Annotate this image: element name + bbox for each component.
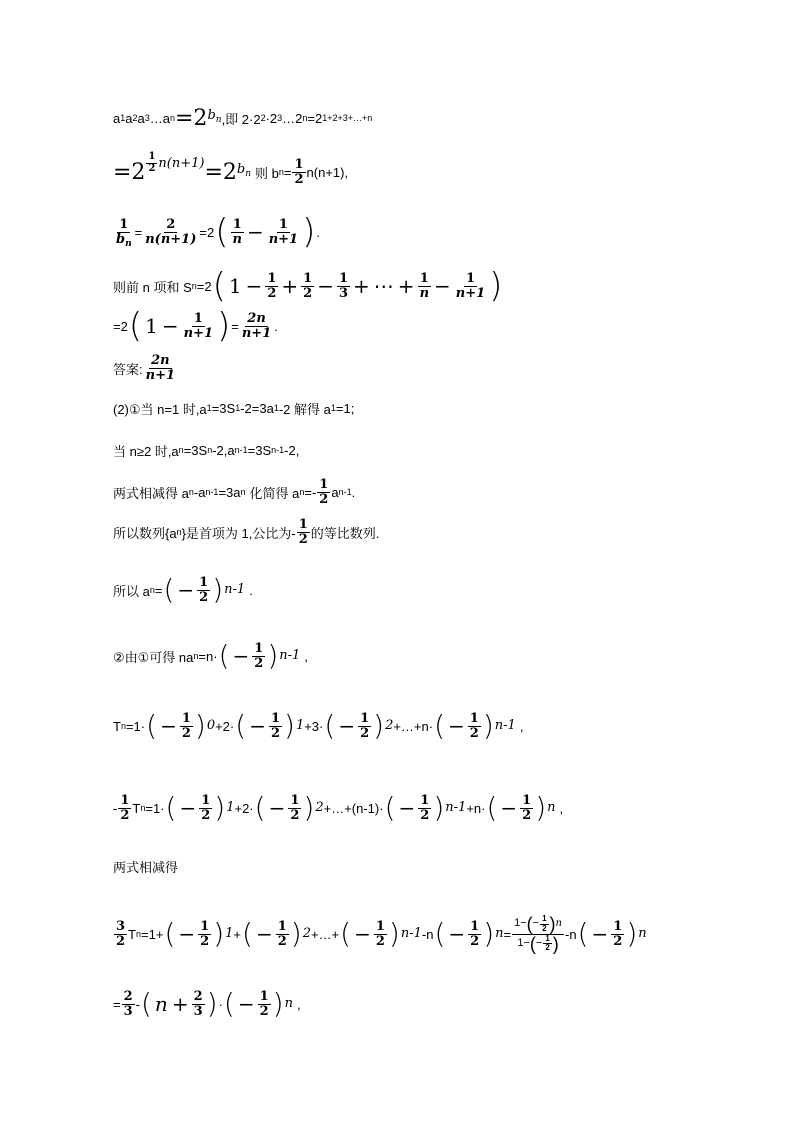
op: − [237, 992, 255, 1016]
text: =2 [199, 224, 215, 240]
line-12: ②由①可得 na n =n· ( − $\frac{1}{2}$ ) n-1 , [113, 639, 308, 672]
num: 1 [522, 792, 532, 808]
text: = [283, 164, 292, 180]
answer-label: 答案: [113, 361, 143, 377]
den: 2 [294, 171, 304, 187]
num: 1 [232, 216, 242, 232]
den [515, 935, 560, 954]
den: n+1 [241, 325, 272, 341]
num: 1 [120, 792, 130, 808]
text: +2· [215, 718, 235, 734]
num: 1 [200, 918, 210, 934]
op: − [317, 274, 334, 298]
den: 2 [200, 933, 210, 949]
paren: ) [388, 917, 400, 950]
den: 2 [290, 807, 300, 823]
num: 2 [193, 988, 203, 1004]
den [114, 233, 134, 247]
text: 两式相减得 a [113, 485, 189, 501]
num: 1 [277, 918, 287, 934]
text: +n· [466, 800, 486, 816]
fraction [454, 272, 487, 300]
line-6-answer [113, 348, 178, 388]
text: - [135, 996, 140, 1012]
fraction [252, 642, 265, 670]
paren: ( [215, 212, 229, 252]
paren: ) [290, 917, 302, 950]
den: 2 [277, 933, 287, 949]
fraction [317, 478, 330, 506]
paren: ) [272, 987, 284, 1020]
num: 1 [267, 270, 277, 286]
num: 1 [199, 574, 209, 590]
text: a [125, 110, 133, 126]
paren: ( [128, 306, 143, 346]
line-15 [113, 846, 178, 886]
den: 2 [545, 943, 550, 953]
op: − [268, 796, 286, 820]
text: b [116, 231, 126, 247]
op: − [500, 796, 518, 820]
math: =2 [204, 159, 237, 185]
line-13: T n =1· ( − $\frac{1}{2}$ ) 0 +2· ( − $\frac{1}{2}$ ) 1 +3· ( − $\frac{1}{2}$ ) 2 +…+n· ( − $\frac{1}{2}$ ) n-1 , [113, 709, 524, 742]
text: = [231, 318, 239, 334]
line-5 [113, 306, 278, 346]
text: =1· [145, 800, 165, 816]
math: =2 [113, 159, 146, 185]
fraction [143, 218, 198, 246]
num: 1 [270, 710, 280, 726]
num: 1 [419, 270, 429, 286]
line-8: 当 n≥2 时,a n =3S n -2,a n-1 =3S n-1 -2, [113, 442, 300, 459]
paren: ( [212, 266, 226, 306]
text: . [351, 484, 356, 500]
den: 2 [259, 1003, 269, 1019]
text: , [559, 800, 564, 816]
num: 2n [151, 352, 170, 368]
text: b [236, 162, 246, 177]
text: T [132, 800, 141, 816]
fraction [240, 312, 273, 340]
paren: ( [529, 933, 536, 954]
paren: ) [214, 791, 226, 824]
num: 1 [469, 710, 479, 726]
paren: ) [267, 639, 279, 672]
text: = [134, 224, 143, 240]
text: - [113, 800, 118, 816]
text: 则 b [255, 165, 279, 181]
den: 2 [148, 162, 156, 174]
fraction [269, 712, 282, 740]
num: 1 [465, 270, 475, 286]
text: , [304, 648, 308, 664]
num: 1 [338, 270, 349, 286]
text: , [296, 996, 301, 1012]
fraction [197, 576, 210, 604]
num: 1 [375, 918, 385, 934]
text: . [249, 582, 253, 598]
paren: ) [482, 709, 494, 742]
paren: ) [433, 791, 445, 824]
answer-fraction [144, 354, 177, 382]
num: 1 [148, 151, 156, 162]
paren: ) [303, 791, 315, 824]
op: − [160, 714, 177, 738]
text: -2,a [212, 442, 235, 458]
paren: ( [324, 709, 336, 742]
text: 1− [514, 917, 527, 930]
fraction [292, 158, 305, 186]
text: =2 [113, 318, 128, 334]
den: 2 [181, 725, 191, 741]
op: − [161, 314, 179, 338]
line-16: $\frac{3}{2}$ T n =1+ ( − $\frac{1}{2}$ ) 1 + ( − $\frac{1}{2}$ ) 2 +…+ ( − $\frac{1}{2}$ ) n-1 -n ( − $\frac{1}{2}$ ) n = 1− ( − $\frac{1}{2}$ ) n 1− ( − $\frac{1}{2}$ ) -n ( − $\frac{1}{2}$ ) n [116, 913, 647, 954]
text: -2=3a [240, 400, 274, 416]
op: − [177, 578, 195, 602]
paren: ( [146, 709, 158, 742]
text: a [137, 110, 145, 126]
exp-fraction [146, 152, 157, 174]
line-17: = $\frac{2}{3}$ - ( n + $\frac{2}{3}$ ) · ( − $\frac{1}{2}$ ) n , [113, 987, 301, 1020]
den: 2 [303, 285, 313, 301]
fraction [540, 915, 548, 933]
den: n+1 [183, 325, 213, 341]
paren: ( [486, 791, 498, 824]
text: -n [565, 926, 577, 942]
paren: ( [577, 917, 589, 950]
den: 2 [120, 807, 130, 823]
den: n(n+1) [145, 231, 197, 247]
text: + [233, 926, 241, 942]
paren: ( [384, 791, 396, 824]
num: 2 [166, 216, 176, 232]
text: . [274, 318, 278, 334]
text: -2 解得 a [278, 401, 331, 417]
fraction [230, 218, 243, 246]
op: − [434, 274, 451, 298]
den: 2 [420, 807, 430, 823]
fraction [182, 312, 215, 340]
text: =- [304, 484, 317, 500]
op: − [249, 714, 266, 738]
num: 1 [420, 792, 430, 808]
text: 两式相减得 [113, 859, 179, 875]
den: n [419, 285, 430, 301]
op: + [397, 274, 415, 298]
text: =3S [247, 442, 272, 458]
text: =2 [307, 110, 323, 126]
text: -n [421, 926, 434, 942]
paren: ( [254, 791, 266, 824]
fraction [118, 794, 131, 822]
text: · [218, 996, 223, 1012]
fraction [114, 920, 127, 948]
den: 2 [254, 655, 264, 671]
paren: ( [218, 639, 230, 672]
line-2: =2 $\frac{1}{2}$ n(n+1) =2 $b_n$ 则 b n = $\frac{1}{2}$ n(n+1), [113, 151, 349, 187]
text: (2)①当 n=1 时,a [113, 401, 207, 417]
paren: ) [194, 709, 206, 742]
text: , [519, 718, 524, 734]
paren: ) [483, 917, 495, 950]
math: n [154, 992, 168, 1016]
big-fraction [512, 915, 564, 954]
text: a [331, 484, 339, 500]
paren: ) [212, 573, 224, 606]
op: − [398, 796, 416, 820]
op: ⋯ [373, 274, 394, 298]
text: =3a [218, 484, 241, 500]
num: 1 [360, 710, 370, 726]
text: T [128, 926, 136, 942]
den: n+1 [268, 231, 299, 247]
fraction [276, 920, 289, 948]
den: 2 [267, 285, 277, 301]
text: +2· [234, 800, 254, 816]
op: − [179, 796, 197, 820]
text: = [154, 582, 163, 598]
paren: ) [549, 913, 556, 934]
paren: ( [340, 917, 352, 950]
text: 所以 a [113, 583, 150, 599]
num: 1 [319, 476, 329, 492]
den: 2 [542, 923, 547, 933]
fraction [297, 518, 310, 546]
text: T [113, 718, 121, 734]
text: =3S [211, 400, 236, 416]
fraction [288, 794, 301, 822]
text: ②由①可得 na [113, 649, 194, 665]
text: +3· [304, 718, 324, 734]
den: 2 [298, 531, 308, 547]
line-10: 所以数列{a n }是首项为 1,公比为- $\frac{1}{2}$ 的等比数列. [113, 516, 380, 547]
text: a [113, 110, 121, 126]
text: =n· [198, 648, 218, 664]
op: + [353, 274, 370, 298]
text: n(n+1), [306, 164, 349, 180]
line-11: 所以 a n = ( − $\frac{1}{2}$ ) n-1 . [113, 573, 253, 606]
den: 2 [375, 933, 385, 949]
paren: ) [535, 791, 547, 824]
op: − [354, 922, 371, 946]
text: 化简得 a [249, 485, 300, 501]
op: − [591, 922, 609, 946]
text: -2, [284, 442, 300, 458]
sub: n [215, 115, 222, 125]
line-14: - $\frac{1}{2}$ T n =1· ( − $\frac{1}{2}$ ) 1 +2· ( − $\frac{1}{2}$ ) 2 +…+(n-1)· ( − $\frac{1}{2}$ ) n-1 +n· ( − $\frac{1}{2}$ ) n , [113, 791, 564, 824]
paren: ) [216, 306, 231, 346]
fraction [374, 920, 387, 948]
den: 3 [338, 285, 349, 301]
fraction [418, 794, 431, 822]
num: 1 [259, 988, 269, 1004]
num [512, 915, 564, 935]
fraction [468, 920, 481, 948]
text: =1· [125, 718, 146, 734]
text: +…+n· [393, 718, 434, 734]
num: 1 [545, 934, 550, 944]
num: 1 [193, 310, 203, 326]
fraction [265, 272, 278, 300]
fraction [199, 794, 212, 822]
text: =1+ [141, 926, 164, 942]
num: 1 [542, 914, 547, 924]
paren: ( [242, 917, 253, 950]
text: =3S [183, 442, 208, 458]
num: 1 [470, 918, 480, 934]
den: 2 [319, 491, 329, 507]
fraction [418, 272, 431, 300]
paren: ( [223, 987, 235, 1020]
line-7: (2)①当 n=1 时,a 1 =3S 1 -2=3a 1 -2 解得 a 1 =1; [113, 400, 355, 417]
text: = [113, 996, 121, 1012]
den: 2 [270, 725, 280, 741]
fraction [301, 272, 314, 300]
text: -a [193, 484, 206, 500]
text: n(n+1) [158, 155, 205, 171]
op: − [448, 922, 466, 946]
num: 3 [116, 918, 126, 934]
den: 2 [199, 589, 209, 605]
den: n+1 [145, 367, 176, 383]
math: 1 [228, 274, 242, 298]
text: = [503, 926, 512, 942]
exponent [236, 162, 252, 179]
op: − [246, 220, 264, 244]
op: − [448, 714, 465, 738]
paren: ) [373, 709, 385, 742]
fraction [611, 920, 624, 948]
text: 则前 n 项和 S [113, 279, 192, 295]
paren: ( [434, 917, 446, 950]
text: }是首项为 1,公比为- [181, 525, 296, 541]
math: =2 [175, 105, 208, 131]
text: =2 [196, 278, 212, 294]
den: 2 [522, 807, 532, 823]
op: + [171, 992, 189, 1016]
fraction [114, 216, 134, 249]
paren: ) [302, 212, 316, 252]
text: 的等比数列. [310, 525, 380, 541]
den: n+1 [455, 285, 486, 301]
line-9: 两式相减得 a n -a n-1 =3a n 化简得 a n =- $\frac{1}{2}$ a n-1 . [113, 476, 356, 507]
text: ·2 [265, 110, 278, 126]
fraction [198, 920, 211, 948]
fraction [358, 712, 371, 740]
paren: ) [213, 917, 225, 950]
line-4: 则前 n 项和 S n =2 ( 1 − $\frac{1}{2}$ + $\frac{1}{2}$ − $\frac{1}{3}$ + ⋯ + $\frac{1}{n}$ − $\frac{1}{n+1}$ ) [113, 266, 503, 306]
op: − [532, 917, 540, 930]
op: − [178, 922, 196, 946]
fraction [122, 990, 135, 1018]
num: 1 [201, 792, 211, 808]
op: + [281, 274, 299, 298]
text: . [316, 224, 320, 240]
text: 当 n≥2 时,a [113, 443, 179, 459]
op: − [232, 644, 250, 668]
op: − [338, 714, 356, 738]
text: b [207, 108, 216, 123]
math: 1 [145, 314, 158, 338]
fraction [258, 990, 271, 1018]
den: 3 [193, 1003, 203, 1019]
paren: ) [552, 933, 559, 954]
num: 1 [254, 640, 264, 656]
text: 1− [517, 937, 530, 950]
den: 3 [123, 1003, 133, 1019]
num: 2 [123, 988, 133, 1004]
paren: ( [235, 709, 247, 742]
exponent [145, 152, 204, 174]
line-3 [113, 212, 320, 252]
num: 1 [290, 792, 300, 808]
fraction [180, 712, 193, 740]
den: 2 [360, 725, 370, 741]
paren: ( [163, 573, 175, 606]
text: +…+ [310, 926, 340, 942]
paren: ( [165, 791, 177, 824]
text: …2 [282, 110, 303, 126]
paren: ) [206, 987, 218, 1020]
paren: ( [140, 987, 152, 1020]
paren: ) [626, 917, 638, 950]
paren: ( [526, 913, 533, 934]
num: 1 [181, 710, 191, 726]
text: =1; [335, 400, 355, 416]
fraction [468, 712, 481, 740]
den: 2 [469, 725, 479, 741]
op: − [535, 937, 543, 950]
den: 2 [470, 933, 480, 949]
exponent: n [555, 917, 562, 929]
num: 1 [298, 516, 308, 532]
fraction [520, 794, 533, 822]
paren: ( [164, 917, 176, 950]
text: +…+(n-1)· [323, 800, 384, 816]
line-1: a 1 a 2 a 3 …a n =2 $b_n$ ,即 2·2 2 ·2 3 …2 n =2 1+2+3+…+n [113, 105, 373, 131]
exponent [207, 108, 222, 125]
text: ,即 2·2 [221, 111, 261, 127]
num: 1 [294, 156, 304, 172]
num: 1 [119, 216, 129, 232]
den: 2 [201, 807, 211, 823]
fraction [192, 990, 205, 1018]
fraction [267, 218, 300, 246]
num: 1 [278, 216, 288, 232]
num: 2n [247, 310, 266, 326]
text: 所以数列{a [113, 525, 177, 541]
op: − [245, 274, 263, 298]
fraction [543, 935, 551, 953]
num: 1 [303, 270, 313, 286]
paren: ) [489, 266, 503, 306]
den: 2 [116, 933, 126, 949]
paren: ) [284, 709, 295, 742]
num: 1 [613, 918, 623, 934]
text: …a [149, 110, 170, 126]
op: − [255, 922, 273, 946]
den: n [232, 231, 242, 247]
paren: ( [434, 709, 446, 742]
sub: n [245, 169, 252, 179]
fraction [337, 272, 350, 300]
sub: n [125, 238, 132, 249]
den: 2 [613, 933, 623, 949]
